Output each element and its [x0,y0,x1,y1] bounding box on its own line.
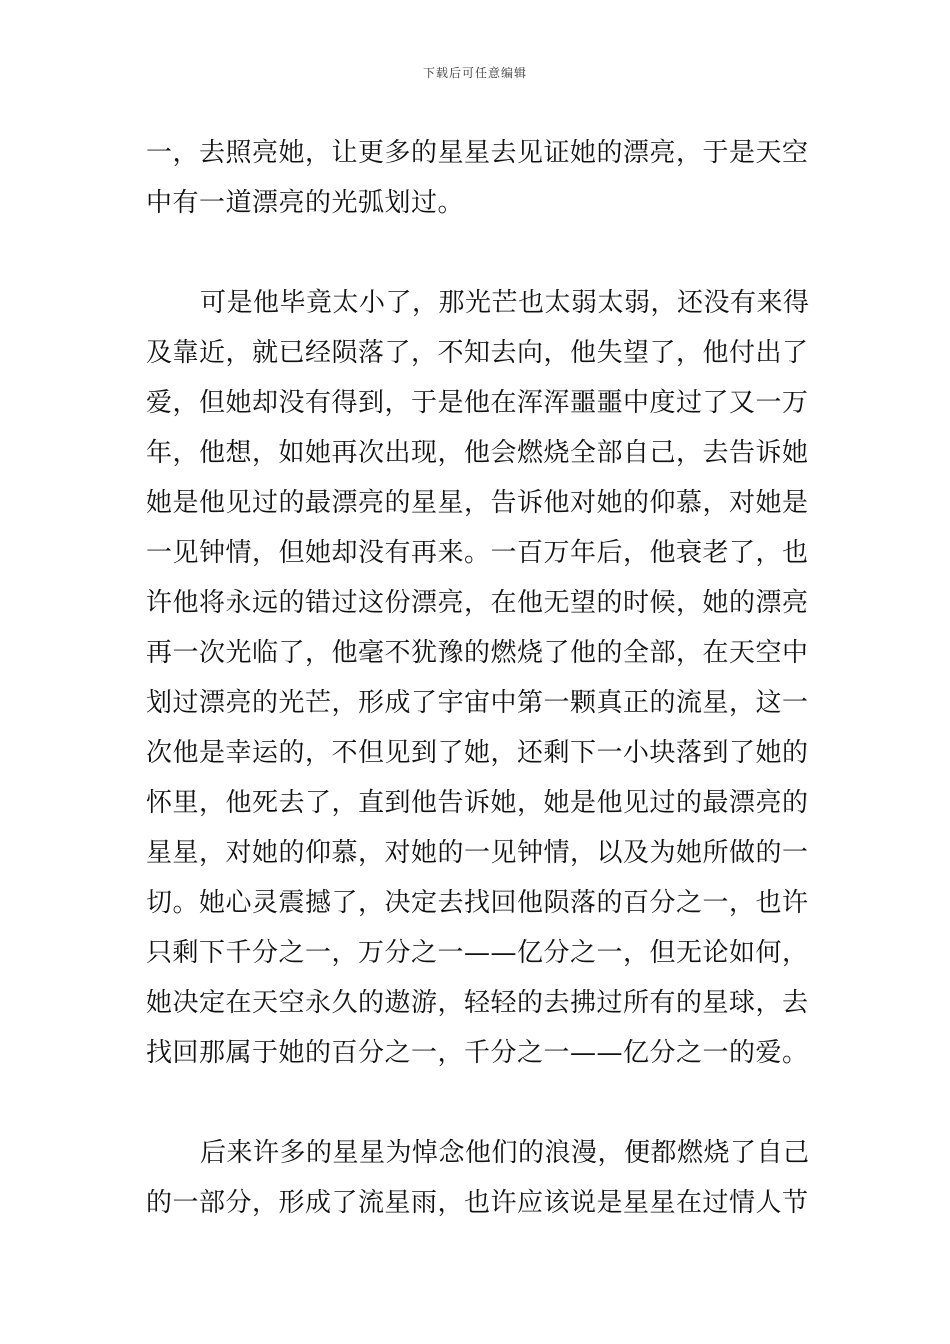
document-body [146,128,816,1228]
text-line: 怀里，他死去了，直到他告诉她，她是他见过的最漂亮的 [146,788,809,818]
text-line: 划过漂亮的光芒，形成了宇宙中第一颗真正的流星，这一 [146,688,809,718]
page-header: 下载后可任意编辑 [422,66,527,80]
paragraph-gap [146,1078,816,1128]
text-line: 找回那属于她的百分之一，千分之一——亿分之一的爱。 [146,1038,809,1068]
text-line: 中有一道漂亮的光弧划过。 [146,188,465,218]
text-line: 许他将永远的错过这份漂亮，在他无望的时候，她的漂亮 [146,588,809,618]
text-line: 一，去照亮她，让更多的星星去见证她的漂亮，于是天空 [146,138,809,168]
text-line: 爱，但她却没有得到，于是他在浑浑噩噩中度过了又一万 [146,388,809,418]
text-line: 她决定在天空永久的遨游，轻轻的去拂过所有的星球，去 [146,988,809,1018]
text-line: 星星，对她的仰慕，对她的一见钟情，以及为她所做的一 [146,838,809,868]
text-line: 可是他毕竟太小了，那光芒也太弱太弱，还没有来得 [200,288,810,318]
text-line: 只剩下千分之一，万分之一——亿分之一，但无论如何， [146,938,809,968]
text-line: 年，他想，如她再次出现，他会燃烧全部自己，去告诉她 [146,438,809,468]
text-line: 她是他见过的最漂亮的星星，告诉他对她的仰慕，对她是 [146,488,809,518]
text-line: 切。她心灵震撼了，决定去找回他陨落的百分之一，也许 [146,888,809,918]
text-line: 一见钟情，但她却没有再来。一百万年后，他衰老了，也 [146,538,809,568]
text-line: 再一次光临了，他毫不犹豫的燃烧了他的全部，在天空中 [146,638,809,668]
paragraph-3 [146,1128,816,1228]
text-line: 次他是幸运的，不但见到了她，还剩下一小块落到了她的 [146,738,809,768]
paragraph-2 [146,278,816,1078]
text-line: 后来许多的星星为悼念他们的浪漫，便都燃烧了自己 [200,1138,810,1168]
paragraph-1 [146,128,816,228]
text-line: 及靠近，就已经陨落了，不知去向，他失望了，他付出了 [146,338,809,368]
text-line: 的一部分，形成了流星雨，也许应该说是星星在过情人节 [146,1188,809,1218]
paragraph-gap [146,228,816,278]
